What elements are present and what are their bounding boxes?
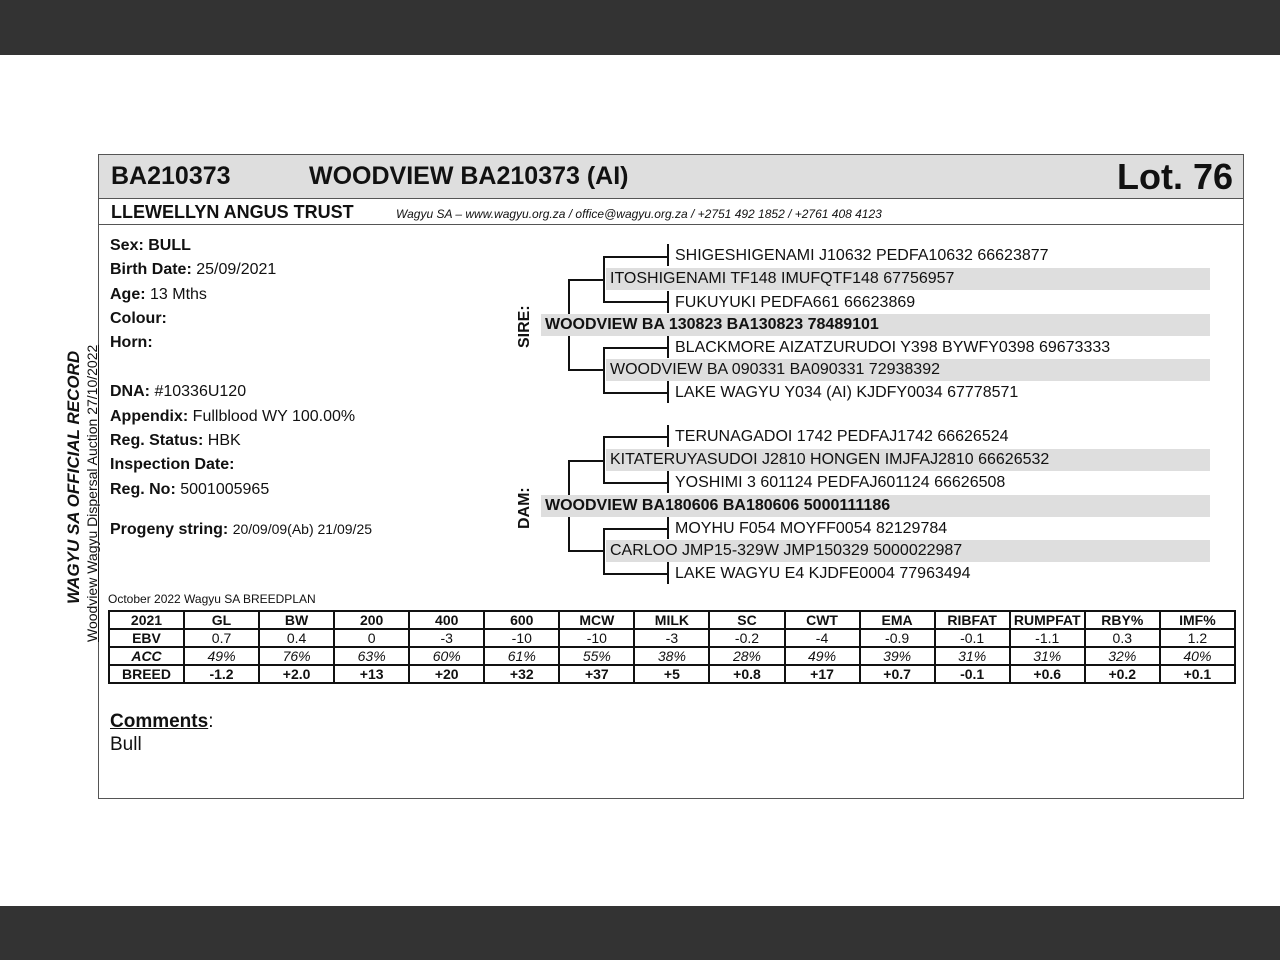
breedplan-cell: -0.1 [935, 629, 1010, 647]
dam-dam: CARLOO JMP15-329W JMP150329 5000022987 [606, 540, 1210, 562]
comments-label: Comments [110, 711, 209, 732]
breedplan-cell: RBY% [1085, 611, 1160, 629]
title-band [99, 155, 1243, 199]
breedplan-cell: +0.8 [709, 665, 784, 683]
dam-sire: KITATERUYASUDOI J2810 HONGEN IMJFAJ2810 66626532 [606, 449, 1210, 471]
breedplan-cell: BW [259, 611, 334, 629]
sire-connector [667, 381, 669, 403]
sire-dam: WOODVIEW BA 090331 BA090331 72938392 [606, 359, 1210, 381]
breeder-name: LLEWELLYN ANGUS TRUST [111, 202, 354, 222]
inspection-date-row [110, 456, 234, 474]
breedplan-cell: -10 [559, 629, 634, 647]
breedplan-cell: -0.1 [935, 665, 1010, 683]
breedplan-cell: MILK [634, 611, 709, 629]
breedplan-cell: +0.2 [1085, 665, 1160, 683]
breedplan-cell: 63% [334, 647, 409, 665]
breedplan-cell: 49% [785, 647, 860, 665]
breedplan-row-label: EBV [109, 629, 184, 647]
sire-dam-dam: LAKE WAGYU Y034 (AI) KJDFY0034 67778571 [675, 384, 1019, 401]
breedplan-cell: 1.2 [1160, 629, 1235, 647]
breedplan-cell: 400 [409, 611, 484, 629]
sire-connector [568, 279, 604, 281]
age-label: Age: [110, 286, 146, 303]
dam-connector [603, 528, 605, 574]
breeder-band [99, 199, 1243, 225]
breedplan-cell: 0.7 [184, 629, 259, 647]
breedplan-cell: -10 [484, 629, 559, 647]
breedplan-cell: -3 [634, 629, 709, 647]
dam-dam-dam: LAKE WAGYU E4 KJDFE0004 77963494 [675, 565, 971, 582]
birth-date-row [110, 261, 276, 279]
breedplan-cell: 0.4 [259, 629, 334, 647]
dam-connector [568, 550, 604, 552]
sire-connector [667, 336, 669, 358]
animal-record-card [98, 154, 1244, 799]
breedplan-cell: 600 [484, 611, 559, 629]
dam-name: WOODVIEW BA180606 BA180606 5000111186 [541, 495, 1210, 517]
birth-date-value: 25/09/2021 [196, 261, 277, 278]
dam-label: DAM: [516, 487, 533, 529]
colour-row [110, 310, 167, 328]
sire-connector [667, 244, 669, 266]
lot-number: Lot. 76 [1116, 156, 1233, 197]
dam-connector [603, 436, 605, 483]
reg-status-value: HBK [207, 432, 241, 449]
dam-connector [603, 482, 667, 484]
sire-sire-sire: SHIGESHIGENAMI J10632 PEDFA10632 66623877 [675, 247, 1049, 264]
dam-connector [568, 460, 604, 462]
breedplan-cell: 49% [184, 647, 259, 665]
breedplan-cell: 200 [334, 611, 409, 629]
breedplan-cell: 0 [334, 629, 409, 647]
age-row [110, 286, 207, 304]
breedplan-cell: 38% [634, 647, 709, 665]
breedplan-cell: SC [709, 611, 784, 629]
breedplan-cell: 76% [259, 647, 334, 665]
association-contact: Wagyu SA – www.wagyu.org.za / office@wagyu.org.za / +2751 492 1852 / +2761 408 4123 [396, 207, 882, 221]
dam-sire-sire: TERUNAGADOI 1742 PEDFAJ1742 66626524 [675, 428, 1009, 445]
breedplan-ebv-row [109, 629, 1235, 647]
sire-connector [667, 291, 669, 313]
breedplan-cell: EMA [860, 611, 935, 629]
breedplan-cell: CWT [785, 611, 860, 629]
breedplan-cell: 60% [409, 647, 484, 665]
breedplan-row-label: BREED [109, 665, 184, 683]
breedplan-cell: 55% [559, 647, 634, 665]
dam-dam-sire: MOYHU F054 MOYFF0054 82129784 [675, 520, 948, 537]
appendix-value: Fullblood WY 100.00% [192, 408, 356, 425]
sire-connector [603, 347, 667, 349]
reg-status-row [110, 432, 241, 450]
breedplan-cell: +0.7 [860, 665, 935, 683]
breedplan-cell: RIBFAT [935, 611, 1010, 629]
breedplan-cell: -4 [785, 629, 860, 647]
sire-dam-sire: BLACKMORE AIZATZURUDOI Y398 BYWFY0398 69673333 [675, 339, 1111, 356]
breedplan-cell: -0.9 [860, 629, 935, 647]
sire-connector [603, 392, 667, 394]
sire-sire-dam: FUKUYUKI PEDFA661 66623869 [675, 294, 916, 311]
comments-colon: : [208, 711, 214, 732]
age-value: 13 Mths [150, 286, 207, 303]
breedplan-cell: -1.2 [184, 665, 259, 683]
breedplan-title: October 2022 Wagyu SA BREEDPLAN [108, 592, 316, 606]
progeny-value: 20/09/09(Ab) 21/09/25 [232, 521, 373, 537]
horn-label: Horn: [110, 334, 153, 351]
breedplan-row-label: 2021 [109, 611, 184, 629]
progeny-row [110, 521, 372, 539]
sex-row [110, 237, 191, 255]
breedplan-cell: IMF% [1160, 611, 1235, 629]
comments-text: Bull [110, 734, 142, 755]
top-letterbox-bar [0, 0, 1280, 55]
bottom-letterbox-bar [0, 906, 1280, 960]
sire-label: SIRE: [516, 305, 533, 348]
reg-no-label: Reg. No: [110, 481, 176, 498]
breedplan-cell: +32 [484, 665, 559, 683]
auction-label: Woodview Wagyu Dispersal Auction 27/10/2022 [84, 344, 100, 642]
inspection-date-label: Inspection Date: [110, 456, 235, 473]
dam-connector [667, 517, 669, 539]
dam-connector [603, 573, 667, 575]
breedplan-cell: +2.0 [259, 665, 334, 683]
dam-connector [603, 436, 667, 438]
breedplan-cell: 40% [1160, 647, 1235, 665]
breedplan-cell: +17 [785, 665, 860, 683]
sire-connector [568, 369, 604, 371]
breedplan-cell: GL [184, 611, 259, 629]
dam-connector [667, 471, 669, 493]
breedplan-cell: 61% [484, 647, 559, 665]
breedplan-cell: +5 [634, 665, 709, 683]
breedplan-row-label: ACC [109, 647, 184, 665]
breedplan-header-row [109, 611, 1235, 629]
sire-connector [603, 347, 605, 393]
breedplan-cell: 39% [860, 647, 935, 665]
sex-value: BULL [148, 237, 191, 254]
sire-connector [603, 301, 667, 303]
dam-connector [667, 562, 669, 584]
breedplan-breed-row [109, 665, 1235, 683]
comments-heading [110, 711, 213, 733]
progeny-label: Progeny string: [110, 521, 229, 538]
sire-connector [603, 256, 667, 258]
reg-no-row [110, 481, 269, 499]
colour-label: Colour: [110, 310, 167, 327]
dna-label: DNA: [110, 383, 150, 400]
sire-name: WOODVIEW BA 130823 BA130823 78489101 [541, 314, 1210, 336]
breedplan-cell: +13 [334, 665, 409, 683]
registration-id: BA210373 [111, 162, 231, 190]
animal-name: WOODVIEW BA210373 (AI) [309, 162, 629, 190]
breedplan-cell: +37 [559, 665, 634, 683]
breedplan-cell: 31% [1010, 647, 1085, 665]
official-record-label: WAGYU SA OFFICIAL RECORD [64, 350, 83, 604]
breedplan-cell: -0.2 [709, 629, 784, 647]
dam-connector [603, 528, 667, 530]
appendix-label: Appendix: [110, 408, 189, 425]
dam-sire-dam: YOSHIMI 3 601124 PEDFAJ601124 66626508 [675, 474, 1006, 491]
horn-row [110, 334, 153, 352]
reg-no-value: 5001005965 [180, 481, 270, 498]
appendix-row [110, 408, 355, 426]
reg-status-label: Reg. Status: [110, 432, 204, 449]
breedplan-cell: RUMPFAT [1010, 611, 1085, 629]
breedplan-cell: +0.1 [1160, 665, 1235, 683]
dna-value: #10336U120 [154, 383, 247, 400]
sex-label: Sex: [110, 237, 144, 254]
dna-row [110, 383, 246, 401]
breedplan-cell: +0.6 [1010, 665, 1085, 683]
breedplan-cell: 32% [1085, 647, 1160, 665]
breedplan-cell: -3 [409, 629, 484, 647]
breedplan-cell: -1.1 [1010, 629, 1085, 647]
breedplan-cell: +20 [409, 665, 484, 683]
dam-connector [667, 425, 669, 447]
breedplan-cell: 31% [935, 647, 1010, 665]
sire-sire: ITOSHIGENAMI TF148 IMUFQTF148 67756957 [606, 268, 1210, 290]
birth-date-label: Birth Date: [110, 261, 192, 278]
breedplan-table [108, 610, 1236, 684]
breedplan-cell: 28% [709, 647, 784, 665]
sire-connector [603, 256, 605, 302]
breedplan-cell: 0.3 [1085, 629, 1160, 647]
breedplan-cell: MCW [559, 611, 634, 629]
breedplan-acc-row [109, 647, 1235, 665]
